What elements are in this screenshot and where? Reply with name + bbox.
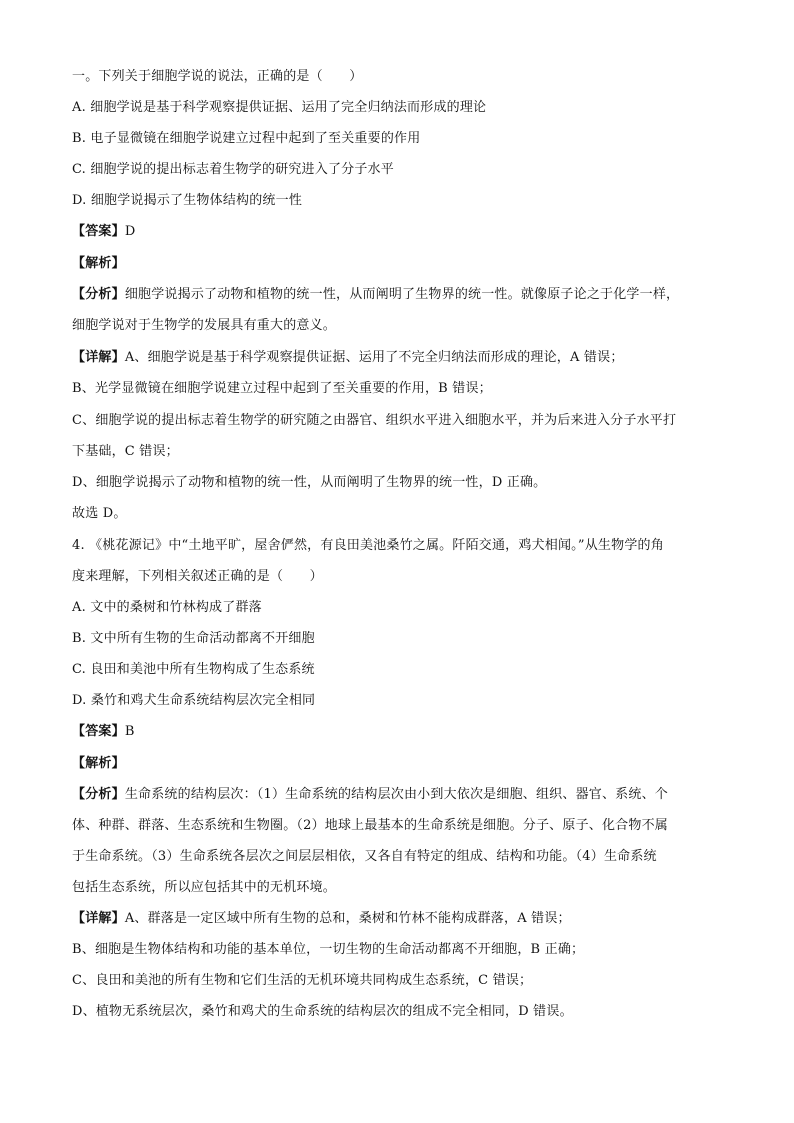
q1-xiangjie-a	[72, 349, 624, 367]
answer-tag: 【答案】	[72, 224, 125, 239]
q4-fenxi-line-1	[72, 786, 668, 804]
q1-option-b: B. 电子显微镜在细胞学说建立过程中起到了至关重要的作用	[72, 131, 421, 146]
q1-analysis-heading: 【解析】	[72, 256, 125, 271]
q1-option-c: C. 细胞学说的提出标志着生物学的研究进入了分子水平	[72, 162, 394, 177]
q4-xiangjie-c: C、良田和美池的所有生物和它们生活的无机环境共同构成生态系统，C 错误；	[72, 973, 533, 988]
q4-answer	[72, 723, 135, 741]
fenxi-tag: 【分析】	[72, 787, 125, 802]
q1-option-a: A. 细胞学说是基于科学观察提供证据、运用了完全归纳法而形成的理论	[72, 100, 487, 115]
q4-option-b: B. 文中所有生物的生命活动都离不开细胞	[72, 631, 315, 646]
q4-xiangjie-a	[72, 910, 571, 928]
q4-stem-line-1: 4. 《桃花源记》中“土地平旷，屋舍俨然，有良田美池桑竹之属。阡陌交通，鸡犬相闻。”从生物学的角	[72, 538, 664, 553]
fenxi-text: 生命系统的结构层次：（1）生命系统的结构层次由小到大依次是细胞、组织、器官、系统、个	[124, 787, 668, 802]
q4-option-c: C. 良田和美池中所有生物构成了生态系统	[72, 662, 315, 677]
q4-stem-line-2: 度来理解，下列相关叙述正确的是（ ）	[72, 569, 323, 584]
xiangjie-tag: 【详解】	[72, 911, 125, 926]
q4-fenxi-line-4: 包括生态系统，所以应包括其中的无机环境。	[72, 880, 337, 895]
q1-xiangjie-b: B、光学显微镜在细胞学说建立过程中起到了至关重要的作用，B 错误；	[72, 381, 492, 396]
answer-value: D	[124, 224, 136, 239]
q1-xiangjie-d: D、细胞学说揭示了动物和植物的统一性，从而阐明了生物界的统一性，D 正确。	[72, 475, 547, 490]
q1-conclusion: 故选 D。	[72, 506, 127, 521]
q1-fenxi-line-2: 细胞学说对于生物学的发展具有重大的意义。	[72, 318, 337, 333]
fenxi-tag: 【分析】	[72, 287, 125, 302]
fenxi-text: 细胞学说揭示了动物和植物的统一性，从而阐明了生物界的统一性。就像原子论之于化学一样，	[124, 287, 680, 302]
q4-analysis-heading: 【解析】	[72, 756, 125, 771]
answer-value: B	[124, 724, 135, 739]
q4-xiangjie-b: B、细胞是生物体结构和功能的基本单位，一切生物的生命活动都离不开细胞，B 正确；	[72, 942, 585, 957]
q4-option-d: D. 桑竹和鸡犬生命系统结构层次完全相同	[72, 693, 316, 708]
q4-fenxi-line-2: 体、种群、群落、生态系统和生物圈。（2）地球上最基本的生命系统是细胞。分子、原子、化合物不属	[72, 818, 668, 833]
q4-fenxi-line-3: 于生命系统。（3）生命系统各层次之间层层相依，又各自有特定的组成、结构和功能。（4）生命系统	[72, 849, 657, 864]
q1-xiangjie-c-line-1: C、细胞学说的提出标志着生物学的研究随之由器官、组织水平进入细胞水平，并为后来进入分子水平打	[72, 413, 677, 428]
answer-tag: 【答案】	[72, 724, 125, 739]
xiangjie-tag: 【详解】	[72, 350, 125, 365]
q1-option-d: D. 细胞学说揭示了生物体结构的统一性	[72, 193, 303, 208]
q1-stem: 一。下列关于细胞学说的说法，正确的是（ ）	[72, 69, 363, 84]
q4-option-a: A. 文中的桑树和竹林构成了群落	[72, 600, 262, 615]
q4-xiangjie-d: D、植物无系统层次，桑竹和鸡犬的生命系统的结构层次的组成不完全相同，D 错误。	[72, 1004, 573, 1019]
xiangjie-text: A、细胞学说是基于科学观察提供证据、运用了不完全归纳法而形成的理论，A 错误；	[124, 350, 624, 365]
xiangjie-text: A、群落是一定区域中所有生物的总和，桑树和竹林不能构成群落，A 错误；	[124, 911, 571, 926]
q1-fenxi-line-1	[72, 286, 679, 304]
q1-xiangjie-c-line-2: 下基础，C 错误；	[72, 444, 179, 459]
q1-answer	[72, 223, 135, 241]
